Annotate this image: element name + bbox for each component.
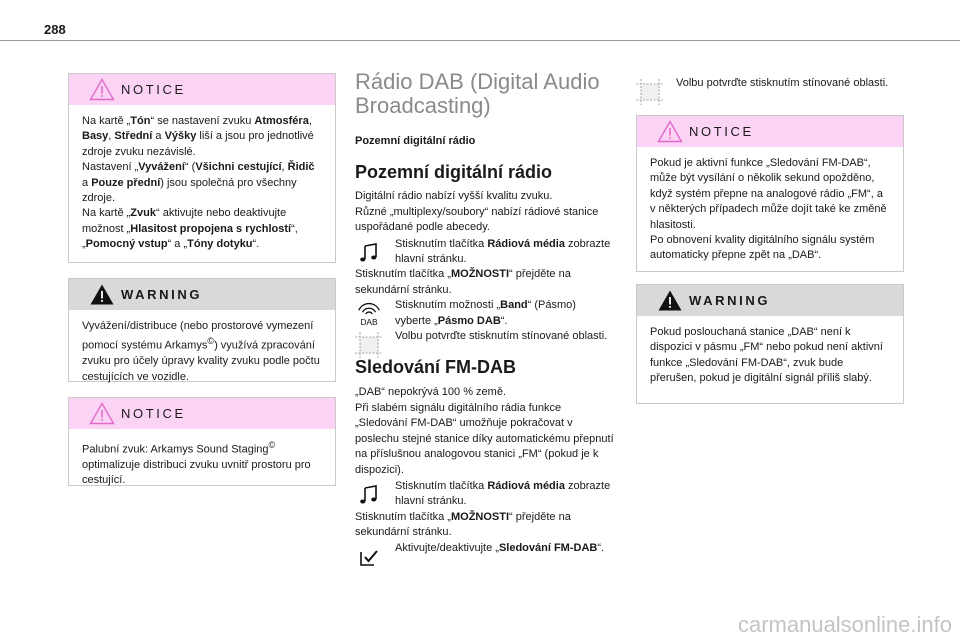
warning-header [69, 279, 335, 310]
options-line: Stisknutím tlačítka „MOŽNOSTI“ přejděte na sekundární stránku. [355, 268, 571, 296]
warning-triangle-icon [657, 289, 683, 312]
top-rule [0, 40, 960, 41]
warning-box-signal [636, 284, 904, 404]
checkbox-icon [355, 544, 383, 570]
step-radio-media [355, 479, 615, 510]
notice-text: Pokud je aktivní funkce „Sledování FM-DAB“, může být vysílání o několik sekund opožděno, když systém přepne na analogové rádio „FM“, a v některých případech může dojít také ke změně hlasitosti. Po obnovení kvality digitálního signálu systém automaticky přepne zpět na „DAB“. [650, 157, 887, 262]
warning-box-balance [68, 278, 336, 382]
warning-triangle-icon [89, 283, 115, 306]
notice-triangle-icon [89, 402, 115, 425]
warning-label: WARNING [689, 293, 771, 308]
shaded-area-icon [355, 332, 383, 358]
step-confirm [355, 329, 615, 344]
warning-header [637, 285, 903, 316]
middle-column [355, 70, 615, 556]
notice-box-arkamys [68, 397, 336, 486]
music-note-icon [355, 482, 383, 508]
chapter-title: Rádio DAB (Digital Audio Broadcasting) [355, 69, 600, 118]
page-number: 288 [44, 22, 66, 37]
notice-header [69, 398, 335, 429]
step-text: Volbu potvrďte stisknutím stínované oblasti. [676, 77, 889, 89]
notice-label: NOTICE [121, 82, 186, 97]
step-confirm [636, 76, 904, 91]
step-text: Stisknutím možnosti „Band“ (Pásmo) vyberte „Pásmo DAB“. [395, 299, 576, 327]
section-heading-fm-dab: Sledování FM-DAB [355, 357, 517, 378]
svg-text:DAB: DAB [360, 317, 378, 328]
warning-text: Vyvážení/distribuce (nebo prostorové vymezení pomocí systému Arkamys©) využívá zpracování zvuku pro účely úpravy kvality zvuku podle počtu cestujících ve vozidle. [82, 320, 320, 383]
section-heading-dab: Pozemní digitální rádio [355, 162, 553, 183]
step-radio-media [355, 237, 615, 268]
section-intro: „DAB“ nepokrývá 100 % země. Při slabém signálu digitálního rádia funkce „Sledování FM-DAB“ umožňuje pokračovat v poslechu stejné stanice díky automatickému přepnutí na příslušnou analogovou stanici „FM“ (pokud je k dispozici). [355, 386, 614, 476]
notice-triangle-icon [89, 78, 115, 101]
notice-label: NOTICE [689, 124, 754, 139]
step-text: Volbu potvrďte stisknutím stínované oblasti. [395, 330, 608, 343]
right-column [636, 76, 904, 91]
step-band [355, 298, 615, 329]
dab-icon [355, 301, 383, 327]
options-line: Stisknutím tlačítka „MOŽNOSTI“ přejděte na sekundární stránku. [355, 510, 571, 539]
notice-text: Palubní zvuk: Arkamys Sound Staging© optimalizuje distribuci zvuku uvnitř prostoru pro cestující. [82, 440, 311, 487]
notice-box-fm-dab-delay [636, 115, 904, 272]
chapter-subtitle: Pozemní digitální rádio [355, 135, 476, 147]
shaded-area-icon [636, 79, 664, 105]
step-text: Aktivujte/deaktivujte „Sledování FM-DAB“. [395, 541, 605, 554]
warning-label: WARNING [121, 287, 203, 302]
notice-header [69, 74, 335, 105]
step-text: Stisknutím tlačítka Rádiová média zobrazte hlavní stránku. [395, 237, 611, 266]
section-intro: Digitální rádio nabízí vyšší kvalitu zvuku. Různé „multiplexy/soubory“ nabízí rádiové stanice uspořádané podle abecedy. [355, 190, 599, 234]
warning-text: Pokud poslouchaná stanice „DAB“ není k dispozici v pásmu „FM“ nebo pokud není aktivní funkce „Sledování FM-DAB“, zvuk bude přerušen, pokud je digitální signál příliš slabý. [650, 326, 883, 385]
step-fm-dab-tracking [355, 541, 615, 556]
step-text: Stisknutím tlačítka Rádiová média zobrazte hlavní stránku. [395, 479, 611, 508]
notice-header [637, 116, 903, 147]
music-note-icon [355, 240, 383, 266]
footer-watermark: carmanualsonline.info [737, 612, 952, 637]
notice-text: Na kartě „Tón“ se nastavení zvuku Atmosféra, Basy, Střední a Výšky liší a jsou pro jednotlivé zdroje zvuku nezávislé. Nastavení „Vyvážení“ (Všichni cestující, Řidič a Pouze přední) jsou společná pro všechny zdroje. Na kartě „Zvuk“ aktivujte nebo deaktivujte možnost „Hlasitost propojena s rychlostí“, „Pomocný vstup“ a „Tóny dotyku“. [82, 115, 315, 251]
notice-label: NOTICE [121, 406, 186, 421]
notice-box-sound-settings [68, 73, 336, 263]
notice-triangle-icon [657, 120, 683, 143]
